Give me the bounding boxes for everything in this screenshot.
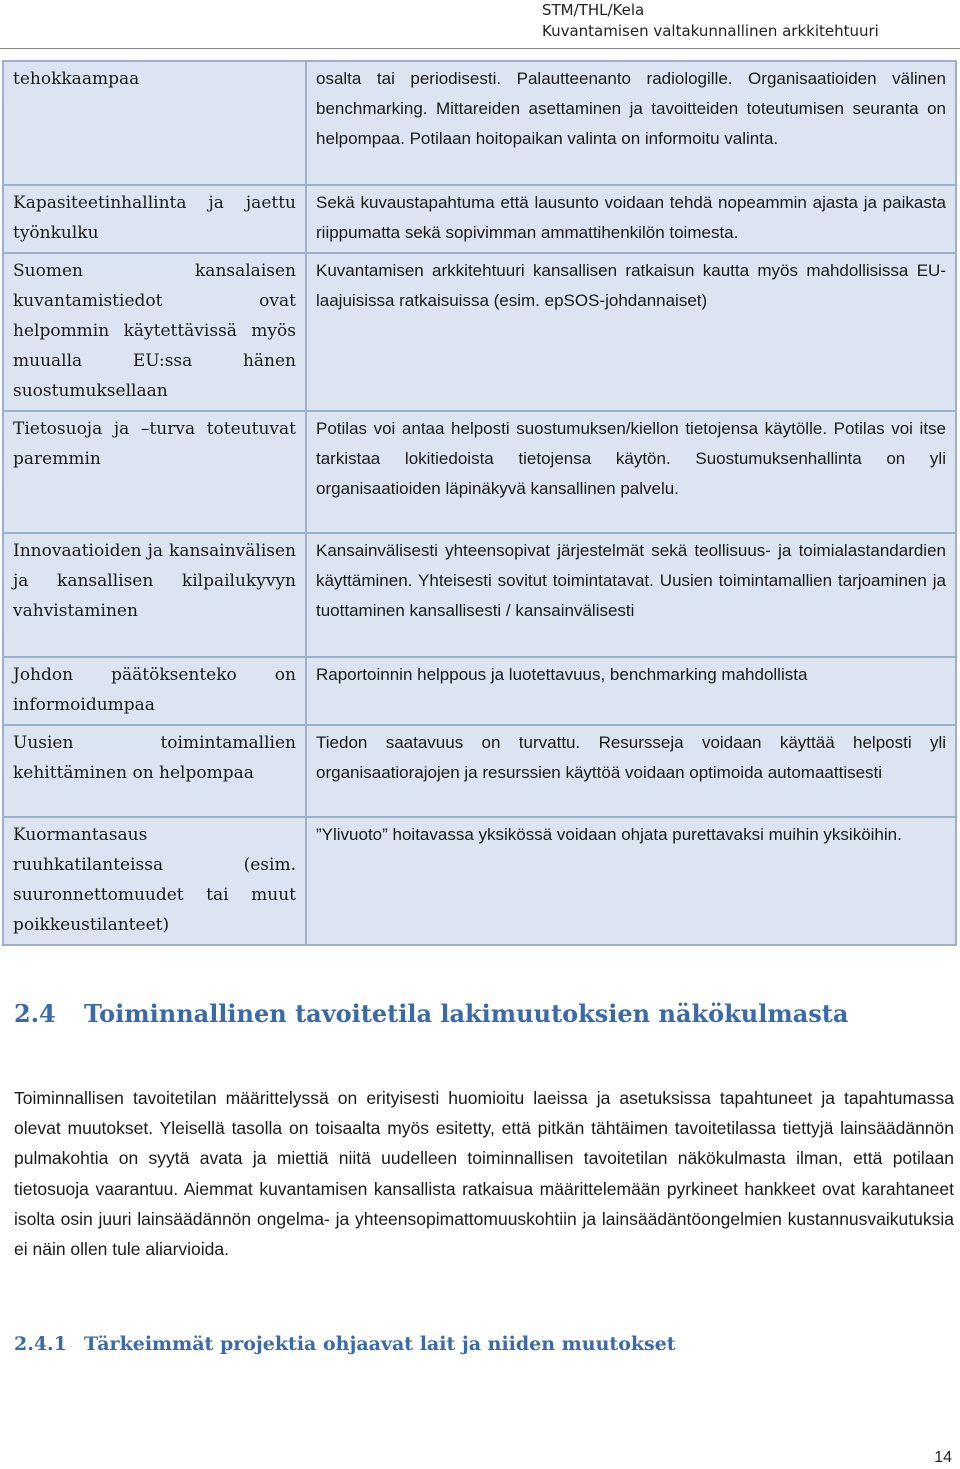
header-doc-title: Kuvantamisen valtakunnallinen arkkitehtuuri — [542, 22, 879, 40]
table-cell-benefit: Uusien toimintamallien kehittäminen on helpompaa — [3, 725, 306, 817]
table-row — [3, 725, 956, 817]
table-cell-description: osalta tai periodisesti. Palautteenanto radiologille. Organisaatioiden välinen benchmarking. Mittareiden asettaminen ja tavoitteiden toteutumisen seuranta on helpompaa. Potilaan hoitopaikan valinta on informoitu valinta. — [306, 61, 956, 185]
table-cell-description: Sekä kuvaustapahtuma että lausunto voidaan tehdä nopeammin ajasta ja paikasta riippumatta sekä sopivimman ammattihenkilön toimesta. — [306, 185, 956, 253]
table-cell-description: Kansainvälisesti yhteensopivat järjestelmät sekä teollisuus- ja toimialastandardien käyttäminen. Yhteisesti sovitut toimintatavat. Uusien toimintamallien tarjoaminen ja tuottaminen kansallisesti / kansainvälisesti — [306, 533, 956, 657]
table-cell-benefit: Suomen kansalaisen kuvantamistiedot ovat helpommin käytettävissä myös muualla EU:ssa hänen suostumuksellaan — [3, 253, 306, 411]
table-row — [3, 253, 956, 411]
subsection-heading — [14, 1333, 676, 1355]
table-cell-benefit: Johdon päätöksenteko on informoidumpaa — [3, 657, 306, 725]
table-cell-description: Raportoinnin helppous ja luotettavuus, benchmarking mahdollista — [306, 657, 956, 725]
subsection-number: 2.4.1 — [14, 1333, 67, 1355]
table-row — [3, 411, 956, 533]
table-cell-description: ”Ylivuoto” hoitavassa yksikössä voidaan ohjata purettavaksi muihin yksiköihin. — [306, 817, 956, 945]
table-row — [3, 657, 956, 725]
table-cell-benefit: Kuormantasaus ruuhkatilanteissa (esim. suuronnettomuudet tai muut poikkeustilanteet) — [3, 817, 306, 945]
table-cell-description: Potilas voi antaa helposti suostumuksen/kiellon tietojensa käytölle. Potilas voi itse tarkistaa lokitiedoista tietojensa käytön. Suostumuksenhallinta on yli organisaatioiden läpinäkyvä kansallinen palvelu. — [306, 411, 956, 533]
page-number: 14 — [934, 1449, 952, 1466]
table-cell-benefit: tehokkaampaa — [3, 61, 306, 185]
table-row — [3, 61, 956, 185]
table-cell-benefit: Innovaatioiden ja kansainvälisen ja kansallisen kilpailukyvyn vahvistaminen — [3, 533, 306, 657]
header-org: STM/THL/Kela — [542, 1, 645, 19]
page-header — [542, 0, 952, 42]
table-row — [3, 817, 956, 945]
body-paragraph: Toiminnallisen tavoitetilan määrittelyssä on erityisesti huomioitu laeissa ja asetuksissa tapahtuneet ja tapahtumassa olevat muutokset. Yleisellä tasolla on toisaalta myös esitetty, että pitkän tähtäimen tavoitetilassa tiettyjä lainsäädännön pulmakohtia on syytä avata ja miettiä niitä uudelleen toiminnallisen tavoitetilan näkökulmasta ilman, että potilaan tietosuoja vaarantuu. Aiemmat kuvantamisen kansallista ratkaisua määrittelemään pyrkineet hankkeet ovat karahtaneet isolta osin juuri lainsäädännön ongelma- ja yhteensopimattomuuskohtiin ja lainsäädäntöongelmien kustannusvaikutuksia ei näin ollen tule aliarvioida. — [14, 1088, 954, 1260]
section-heading — [14, 999, 848, 1028]
table-cell-benefit: Tietosuoja ja –turva toteutuvat paremmin — [3, 411, 306, 533]
table-cell-benefit: Kapasiteetinhallinta ja jaettu työnkulku — [3, 185, 306, 253]
table-row — [3, 533, 956, 657]
benefits-table — [2, 60, 957, 946]
table-row — [3, 185, 956, 253]
subsection-title-text: Tärkeimmät projektia ohjaavat lait ja niiden muutokset — [84, 1333, 676, 1355]
section-title-text: Toiminnallinen tavoitetila lakimuutoksien näkökulmasta — [84, 999, 849, 1028]
table-cell-description: Kuvantamisen arkkitehtuuri kansallisen ratkaisun kautta myös mahdollisissa EU-laajuisissa ratkaisuissa (esim. epSOS-johdannaiset) — [306, 253, 956, 411]
table-cell-description: Tiedon saatavuus on turvattu. Resursseja voidaan käyttää helposti yli organisaatiorajojen ja resurssien käyttöä voidaan optimoida automaattisesti — [306, 725, 956, 817]
header-divider — [0, 48, 960, 49]
section-number: 2.4 — [14, 999, 56, 1028]
